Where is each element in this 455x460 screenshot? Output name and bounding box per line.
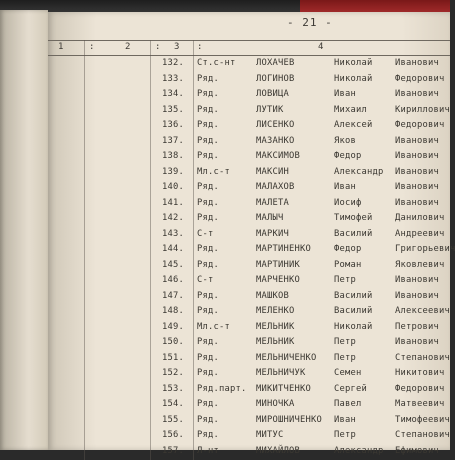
entry-rank: Л-нт (197, 445, 219, 456)
entry-rank: Ряд. (197, 259, 219, 270)
list-item (48, 304, 450, 320)
entry-patronymic: Никитович (395, 368, 445, 378)
list-item (48, 87, 450, 103)
entry-rank: С-т (197, 228, 214, 239)
entry-surname: МЕЛЬНИК (256, 321, 295, 332)
header-separator-3: : (197, 42, 203, 52)
entry-rank: Ряд.парт. (197, 383, 247, 394)
entry-number: 157. (162, 445, 184, 456)
entry-patronymic: Степанович (395, 352, 450, 363)
list-item (48, 397, 450, 413)
entry-number: 141. (162, 197, 184, 208)
entry-number: 156. (162, 430, 184, 440)
entry-rank: Мл.с-т (197, 166, 230, 177)
header-col-1: 1 (58, 42, 64, 52)
entry-first-name: Александр (334, 166, 384, 177)
entry-number: 153. (162, 383, 184, 394)
entry-rank: Ряд. (197, 120, 219, 130)
entry-patronymic: Федорович (395, 383, 445, 394)
header-separator-2: : (155, 42, 161, 52)
entry-patronymic: Григорьевич (395, 244, 455, 254)
entry-first-name: Василий (334, 228, 373, 239)
entry-surname: МЕЛЬНИЧУК (256, 368, 306, 378)
entry-rank: Ряд. (197, 135, 219, 146)
entry-number: 149. (162, 321, 184, 332)
entry-number: 154. (162, 399, 184, 409)
list-item (48, 428, 450, 444)
entry-first-name: Петр (334, 337, 356, 347)
header-col-3: 3 (174, 42, 180, 52)
list-item (48, 72, 450, 88)
entry-surname: ЛУТИК (256, 104, 284, 115)
entry-first-name: Роман (334, 259, 362, 270)
entry-patronymic: Иванович (395, 58, 439, 68)
entry-number: 140. (162, 182, 184, 192)
entry-first-name: Алексей (334, 120, 373, 130)
entry-first-name: Петр (334, 275, 356, 285)
entry-number: 143. (162, 228, 184, 239)
entry-first-name: Сергей (334, 383, 367, 394)
entry-first-name: Иосиф (334, 197, 362, 208)
entry-surname: МЕЛЬНИЧЕНКО (256, 352, 317, 363)
entry-patronymic: Иванович (395, 275, 439, 285)
entry-rank: Ряд. (197, 244, 219, 254)
header-separator-1: : (89, 42, 95, 52)
entry-surname: МИКИТЧЕНКО (256, 383, 311, 394)
entry-surname: МИРОШНИЧЕНКО (256, 414, 322, 425)
entry-surname: МАЗАНКО (256, 135, 295, 146)
entry-patronymic: Матвеевич (395, 399, 445, 409)
entry-number: 135. (162, 104, 184, 115)
entry-surname: МАЛЕТА (256, 197, 289, 208)
entry-rank: С-т (197, 275, 214, 285)
list-item (48, 444, 450, 460)
entry-patronymic: Иванович (395, 89, 439, 99)
entry-patronymic: Иванович (395, 337, 439, 347)
entry-number: 132. (162, 58, 184, 68)
entry-first-name: Петр (334, 430, 356, 440)
entry-patronymic: Иванович (395, 182, 439, 192)
entry-first-name: Николай (334, 321, 373, 332)
list-item (48, 118, 450, 134)
entry-patronymic: Алексеевич (395, 306, 450, 316)
list-item (48, 273, 450, 289)
entry-first-name: Павел (334, 399, 362, 409)
entry-rank: Ряд. (197, 337, 219, 347)
entry-patronymic: Ефимович (395, 445, 439, 456)
entry-surname: ЛОГИНОВ (256, 73, 295, 84)
entry-first-name: Тимофей (334, 213, 373, 223)
entry-patronymic: Иванович (395, 166, 439, 177)
entry-number: 150. (162, 337, 184, 347)
entry-surname: МАРЧЕНКО (256, 275, 300, 285)
entry-rank: Ряд. (197, 399, 219, 409)
list-item (48, 382, 450, 398)
entry-patronymic: Иванович (395, 197, 439, 208)
entry-number: 137. (162, 135, 184, 146)
entry-surname: МАКСИМОВ (256, 151, 300, 161)
entry-rank: Ряд. (197, 89, 219, 99)
entry-surname: МАРКИЧ (256, 228, 289, 239)
header-col-2: 2 (125, 42, 131, 52)
entry-first-name: Иван (334, 182, 356, 192)
entry-patronymic: Данилович (395, 213, 445, 223)
entry-first-name: Михаил (334, 104, 367, 115)
entry-rank: Ряд. (197, 104, 219, 115)
entry-surname: МЕЛЬНИК (256, 337, 295, 347)
table-header (48, 40, 450, 56)
entry-surname: МАЛАХОВ (256, 182, 295, 192)
entry-number: 142. (162, 213, 184, 223)
entry-rank: Ст.с-нт (197, 58, 236, 68)
entry-number: 152. (162, 368, 184, 378)
entry-surname: МЕЛЕНКО (256, 306, 295, 316)
entry-first-name: Иван (334, 89, 356, 99)
entry-first-name: Николай (334, 73, 373, 84)
entry-surname: ЛОВИЦА (256, 89, 289, 99)
list-item (48, 56, 450, 72)
entry-rank: Ряд. (197, 290, 219, 301)
list-item (48, 258, 450, 274)
entry-surname: МАШКОВ (256, 290, 289, 301)
entry-first-name: Яков (334, 135, 356, 146)
entry-patronymic: Тимофеевич (395, 414, 450, 425)
entry-rank: Ряд. (197, 414, 219, 425)
entry-patronymic: Федорович (395, 120, 445, 130)
list-item (48, 134, 450, 150)
list-item (48, 196, 450, 212)
entry-first-name: Василий (334, 290, 373, 301)
entry-surname: ЛОХАЧЕВ (256, 58, 295, 68)
entry-patronymic: Петрович (395, 321, 439, 332)
entry-first-name: Василий (334, 306, 373, 316)
entry-patronymic: Иванович (395, 290, 439, 301)
entry-first-name: Александр (334, 445, 384, 456)
entry-first-name: Николай (334, 58, 373, 68)
entry-number: 148. (162, 306, 184, 316)
entry-surname: МАРТИНИК (256, 259, 300, 270)
entry-number: 144. (162, 244, 184, 254)
list-item (48, 165, 450, 181)
document-page (48, 12, 455, 456)
entry-number: 146. (162, 275, 184, 285)
entry-first-name: Федор (334, 244, 362, 254)
entry-first-name: Семен (334, 368, 362, 378)
entry-patronymic: Иванович (395, 135, 439, 146)
entry-surname: ЛИСЕНКО (256, 120, 295, 130)
entry-rank: Ряд. (197, 182, 219, 192)
list-item (48, 211, 450, 227)
entry-first-name: Петр (334, 352, 356, 363)
entry-surname: МАКСИН (256, 166, 289, 177)
entry-rank: Ряд. (197, 352, 219, 363)
entry-number: 139. (162, 166, 184, 177)
entry-number: 133. (162, 73, 184, 84)
list-item (48, 180, 450, 196)
entry-number: 134. (162, 89, 184, 99)
list-item (48, 366, 450, 382)
entry-patronymic: Кириллович (395, 104, 450, 115)
entry-rank: Ряд. (197, 73, 219, 84)
entry-first-name: Иван (334, 414, 356, 425)
entry-number: 136. (162, 120, 184, 130)
entry-surname: МИТУС (256, 430, 284, 440)
entry-patronymic: Степанович (395, 430, 450, 440)
entry-patronymic: Яковлевич (395, 259, 445, 270)
list-item (48, 227, 450, 243)
entry-rank: Ряд. (197, 197, 219, 208)
entry-surname: МАРТИНЕНКО (256, 244, 311, 254)
entry-patronymic: Иванович (395, 151, 439, 161)
entry-surname: МАЛЫЧ (256, 213, 284, 223)
list-item (48, 103, 450, 119)
entry-patronymic: Федорович (395, 73, 445, 84)
entry-number: 151. (162, 352, 184, 363)
entry-rank: Ряд. (197, 306, 219, 316)
entry-rank: Ряд. (197, 213, 219, 223)
list-item (48, 351, 450, 367)
entry-rank: Ряд. (197, 430, 219, 440)
list-item (48, 335, 450, 351)
header-col-4: 4 (318, 42, 324, 52)
entry-number: 155. (162, 414, 184, 425)
entry-first-name: Федор (334, 151, 362, 161)
list-item (48, 320, 450, 336)
entry-rank: Ряд. (197, 151, 219, 161)
entry-number: 147. (162, 290, 184, 301)
book-spine (0, 10, 48, 450)
entry-number: 145. (162, 259, 184, 270)
entry-surname: МИХАЙЛОВ (256, 445, 300, 456)
entry-surname: МИНОЧКА (256, 399, 295, 409)
roster-list (48, 56, 455, 459)
entry-rank: Ряд. (197, 368, 219, 378)
entry-number: 138. (162, 151, 184, 161)
list-item (48, 289, 450, 305)
list-item (48, 413, 450, 429)
page-number: - 21 - (287, 16, 333, 29)
entry-rank: Мл.с-т (197, 321, 230, 332)
entry-patronymic: Андреевич (395, 228, 445, 239)
list-item (48, 242, 455, 258)
list-item (48, 149, 450, 165)
